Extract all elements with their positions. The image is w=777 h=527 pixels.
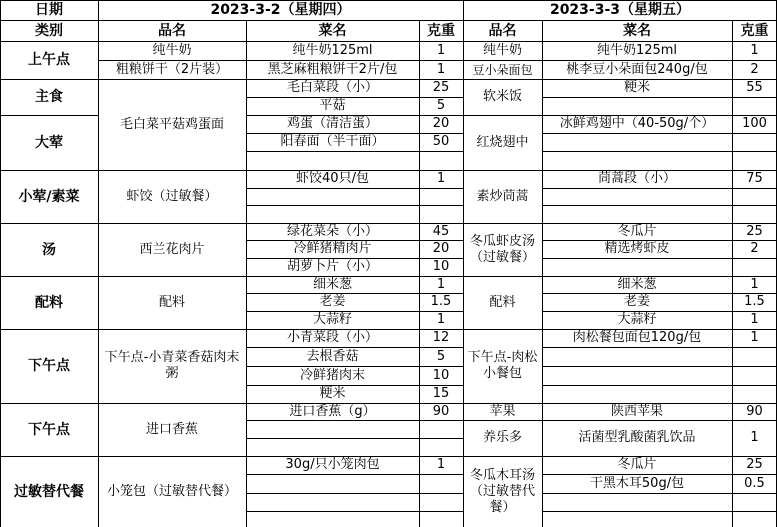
day2-dish-bread[interactable]: 桃李豆小朵面包240g/包 — [566, 61, 708, 77]
day2-wing-name[interactable]: 红烧翅中 — [476, 134, 529, 150]
grid-line-horizontal — [246, 438, 463, 439]
day1-weight-ginger[interactable]: 1.5 — [430, 294, 452, 309]
day2-dish-fungus[interactable]: 干黑木耳50g/包 — [589, 475, 685, 491]
grid-line-horizontal — [542, 293, 777, 294]
category-header[interactable]: 类别 — [35, 22, 63, 39]
grid-line-horizontal — [0, 276, 777, 277]
day1-weight-biscuit[interactable]: 1 — [436, 61, 446, 77]
day2-apple-name[interactable]: 苹果 — [489, 403, 516, 419]
day2-milk-name[interactable]: 纯牛奶 — [482, 42, 522, 58]
day2-weight-yakult[interactable]: 1 — [750, 430, 759, 445]
grid-line-horizontal — [246, 347, 463, 348]
day2-weight-scallion[interactable]: 1 — [750, 276, 759, 292]
day1-dish-scallion[interactable]: 细米葱 — [312, 276, 352, 292]
day2-weight-milk[interactable]: 1 — [750, 42, 759, 58]
grid-line-vertical — [542, 20, 543, 527]
day1-dish-banana[interactable]: 进口香蕉（g） — [289, 403, 376, 419]
grid-line-horizontal — [542, 151, 777, 152]
day2-weight-apple[interactable]: 90 — [746, 403, 763, 419]
grid-line-vertical — [776, 0, 777, 527]
day2-weight-ginger[interactable]: 1.5 — [744, 294, 765, 309]
grid-line-horizontal — [463, 420, 777, 421]
grid-line-horizontal — [542, 311, 777, 312]
day1-weight-shiitake[interactable]: 5 — [436, 348, 446, 364]
grid-line-horizontal — [246, 240, 463, 241]
day2-veg-name[interactable]: 素炒茼蒿 — [476, 188, 529, 204]
grid-line-horizontal — [542, 97, 777, 98]
day2-snack-name[interactable]: 下午点-肉松小餐包 — [467, 350, 538, 381]
day2-weight-header[interactable]: 克重 — [740, 22, 769, 39]
day1-weight-garlic[interactable]: 1 — [436, 312, 446, 327]
day2-dish-scallion[interactable]: 细米葱 — [617, 276, 657, 292]
day2-dish-winter-melon[interactable]: 冬瓜片 — [617, 223, 657, 239]
grid-line-horizontal — [542, 474, 777, 475]
grid-line-horizontal — [542, 493, 777, 494]
day1-dish-garlic[interactable]: 大蒜籽 — [312, 312, 352, 327]
day2-yakult-name[interactable]: 养乐多 — [482, 430, 522, 445]
category-allergy-substitute[interactable]: 过敏替代餐 — [14, 483, 84, 500]
day2-bread-name[interactable]: 豆小朵面包 — [472, 62, 533, 77]
grid-line-vertical — [246, 20, 247, 527]
day2-weight-shrimp[interactable]: 2 — [750, 241, 759, 256]
grid-line-horizontal — [246, 133, 463, 134]
day2-seasoning-name[interactable]: 配料 — [489, 294, 516, 310]
day2-dish-milk[interactable]: 纯牛奶125ml — [596, 42, 678, 58]
day1-dish-dumpling[interactable]: 虾饺40只/包 — [296, 171, 369, 186]
day1-dish-milk[interactable]: 纯牛奶125ml — [292, 42, 373, 58]
day2-dish-shrimp[interactable]: 精选烤虾皮 — [604, 241, 670, 256]
day2-weight-winter-melon-allergy[interactable]: 25 — [746, 457, 763, 472]
grid-line-horizontal — [0, 41, 777, 42]
grid-line-horizontal — [246, 311, 463, 312]
day2-weight-rice[interactable]: 55 — [746, 80, 763, 95]
day1-weight-dumpling[interactable]: 1 — [436, 171, 446, 186]
day1-dish-cabbage[interactable]: 毛白菜段（小） — [286, 80, 378, 95]
day2-weight-winter-melon[interactable]: 25 — [746, 223, 763, 239]
day1-dish-shiitake[interactable]: 去根香菇 — [306, 348, 359, 364]
grid-line-horizontal — [98, 60, 777, 61]
day2-dish-crown-daisy[interactable]: 茼蒿段（小） — [597, 171, 676, 186]
day2-weight-fungus[interactable]: 0.5 — [744, 475, 765, 491]
day1-weight-broccoli[interactable]: 45 — [432, 223, 450, 239]
day1-dish-noodle[interactable]: 阳春面（半干面） — [280, 134, 385, 149]
day2-rice-name[interactable]: 软米饭 — [482, 89, 522, 104]
category-seasoning[interactable]: 配料 — [35, 294, 63, 311]
day1-dish-mushroom[interactable]: 平菇 — [319, 98, 346, 113]
grid-line-vertical — [0, 0, 1, 527]
day1-dish-greens[interactable]: 小青菜段（小） — [286, 330, 378, 345]
day1-soup-name[interactable]: 西兰花肉片 — [139, 241, 205, 257]
day2-dish-winter-melon-allergy[interactable]: 冬瓜片 — [617, 457, 657, 472]
day1-weight-bun[interactable]: 1 — [436, 457, 446, 472]
day2-dish-ginger[interactable]: 老姜 — [623, 294, 650, 309]
day1-noodle-name[interactable]: 毛白菜平菇鸡蛋面 — [119, 116, 224, 132]
day2-soup-name[interactable]: 冬瓜虾皮汤（过敏餐） — [469, 233, 535, 265]
day2-dish-apple[interactable]: 陕西苹果 — [610, 403, 663, 419]
day1-dish-bun[interactable]: 30g/只小笼肉包 — [285, 457, 380, 472]
grid-line-horizontal — [542, 240, 777, 241]
day2-dish-header[interactable]: 菜名 — [623, 22, 651, 39]
grid-line-horizontal — [542, 511, 777, 512]
day1-dish-carrot[interactable]: 胡萝卜片（小） — [286, 259, 378, 274]
day2-dish-floss-bun[interactable]: 肉松餐包面包120g/包 — [572, 330, 702, 345]
grid-line-horizontal — [246, 385, 463, 386]
grid-line-horizontal — [246, 511, 463, 512]
category-afternoon-snack-1[interactable]: 下午点 — [28, 358, 70, 374]
grid-line-horizontal — [246, 188, 463, 189]
grid-line-horizontal — [542, 205, 777, 206]
grid-line-horizontal — [246, 293, 463, 294]
day1-weight-pork-slice[interactable]: 20 — [432, 241, 450, 256]
day1-weight-mushroom[interactable]: 5 — [436, 98, 446, 113]
grid-line-horizontal — [542, 188, 777, 189]
day2-weight-crown-daisy[interactable]: 75 — [746, 171, 763, 186]
day1-dish-header[interactable]: 菜名 — [318, 22, 347, 39]
day2-dish-garlic[interactable]: 大蒜籽 — [617, 312, 657, 327]
day1-weight-scallion[interactable]: 1 — [436, 276, 446, 292]
day1-weight-cabbage[interactable]: 25 — [432, 80, 450, 95]
day2-weight-garlic[interactable]: 1 — [750, 312, 759, 327]
day2-weight-bread[interactable]: 2 — [750, 61, 759, 77]
day1-weight-minced-pork[interactable]: 10 — [432, 367, 450, 383]
day2-dish-wing[interactable]: 冰鲜鸡翅中（40-50g/个） — [559, 116, 715, 131]
day1-dish-pork-slice[interactable]: 冷鲜猪精肉片 — [293, 241, 372, 256]
day2-product-header[interactable]: 品名 — [488, 22, 517, 39]
grid-line-horizontal — [0, 115, 98, 116]
day1-porridge-name[interactable]: 下午点-小青菜香菇肉末粥 — [104, 350, 240, 381]
day1-dish-ginger[interactable]: 老姜 — [319, 294, 346, 309]
day1-dish-egg[interactable]: 鸡蛋（清洁蛋） — [286, 116, 378, 131]
grid-line-horizontal — [542, 258, 777, 259]
grid-line-horizontal — [246, 97, 463, 98]
grid-line-horizontal — [0, 456, 777, 457]
date-label[interactable]: 日期 — [35, 2, 63, 18]
day1-weight-egg[interactable]: 20 — [432, 116, 450, 131]
day2-weight-floss-bun[interactable]: 1 — [750, 330, 759, 345]
day1-weight-noodle[interactable]: 50 — [432, 134, 450, 149]
grid-line-horizontal — [246, 493, 463, 494]
category-main-meat[interactable]: 大荤 — [35, 134, 63, 151]
day1-weight-banana[interactable]: 90 — [432, 403, 450, 419]
day1-dish-broccoli[interactable]: 绿花菜朵（小） — [286, 223, 378, 239]
category-staple[interactable]: 主食 — [35, 89, 63, 105]
day1-dish-rice[interactable]: 粳米 — [319, 386, 346, 401]
grid-line-horizontal — [246, 420, 463, 421]
grid-line-vertical — [98, 0, 99, 527]
day2-dish-rice[interactable]: 粳米 — [623, 80, 650, 95]
grid-line-horizontal — [246, 151, 463, 152]
day1-milk-name[interactable]: 纯牛奶 — [152, 42, 192, 58]
day1-dumpling-name[interactable]: 虾饺（过敏餐） — [126, 188, 218, 204]
grid-line-horizontal — [0, 329, 777, 330]
grid-line-horizontal — [246, 258, 463, 259]
day2-dish-yakult[interactable]: 活菌型乳酸菌乳饮品 — [578, 430, 696, 445]
day2-allergy-soup-name[interactable]: 冬瓜木耳汤（过敏替代餐） — [469, 467, 535, 515]
grid-line-horizontal — [542, 385, 777, 386]
day1-product-header[interactable]: 品名 — [158, 22, 186, 39]
day1-bun-name[interactable]: 小笼包（过敏替代餐） — [106, 483, 237, 499]
grid-line-horizontal — [246, 115, 777, 116]
grid-line-horizontal — [542, 366, 777, 367]
grid-line-horizontal — [0, 170, 777, 171]
day1-weight-carrot[interactable]: 10 — [432, 259, 450, 274]
day1-dish-biscuit[interactable]: 黑芝麻粗粮饼干2片/包 — [267, 61, 398, 77]
grid-line-vertical — [419, 20, 420, 527]
category-afternoon-snack-2[interactable]: 下午点 — [28, 421, 70, 438]
day1-banana-name[interactable]: 进口香蕉 — [145, 421, 198, 437]
day1-weight-header[interactable]: 克重 — [427, 22, 455, 39]
day1-biscuit-name[interactable]: 粗粮饼干（2片装） — [115, 61, 229, 77]
grid-line-horizontal — [0, 0, 777, 1]
grid-line-horizontal — [0, 223, 777, 224]
category-morning-snack[interactable]: 上午点 — [28, 52, 70, 68]
grid-line-horizontal — [246, 366, 463, 367]
day1-weight-milk[interactable]: 1 — [436, 42, 446, 58]
grid-line-horizontal — [0, 79, 777, 80]
day1-weight-rice[interactable]: 15 — [432, 386, 450, 401]
grid-line-vertical — [463, 0, 464, 527]
grid-line-horizontal — [542, 347, 777, 348]
day1-weight-greens[interactable]: 12 — [432, 330, 450, 345]
day2-date[interactable]: 2023-3-3（星期五） — [549, 2, 691, 18]
grid-line-horizontal — [246, 474, 463, 475]
day1-date[interactable]: 2023-3-2（星期四） — [210, 2, 351, 18]
day1-seasoning-name[interactable]: 配料 — [158, 294, 185, 310]
grid-line-horizontal — [0, 20, 777, 21]
grid-line-horizontal — [246, 205, 463, 206]
day2-weight-wing[interactable]: 100 — [742, 116, 767, 131]
grid-line-horizontal — [542, 133, 777, 134]
category-soup[interactable]: 汤 — [42, 241, 56, 258]
grid-line-horizontal — [0, 403, 777, 404]
day1-dish-minced-pork[interactable]: 冷鲜猪肉末 — [299, 367, 365, 383]
category-side-veg[interactable]: 小荤/素菜 — [18, 188, 80, 205]
grid-line-vertical — [732, 20, 733, 527]
